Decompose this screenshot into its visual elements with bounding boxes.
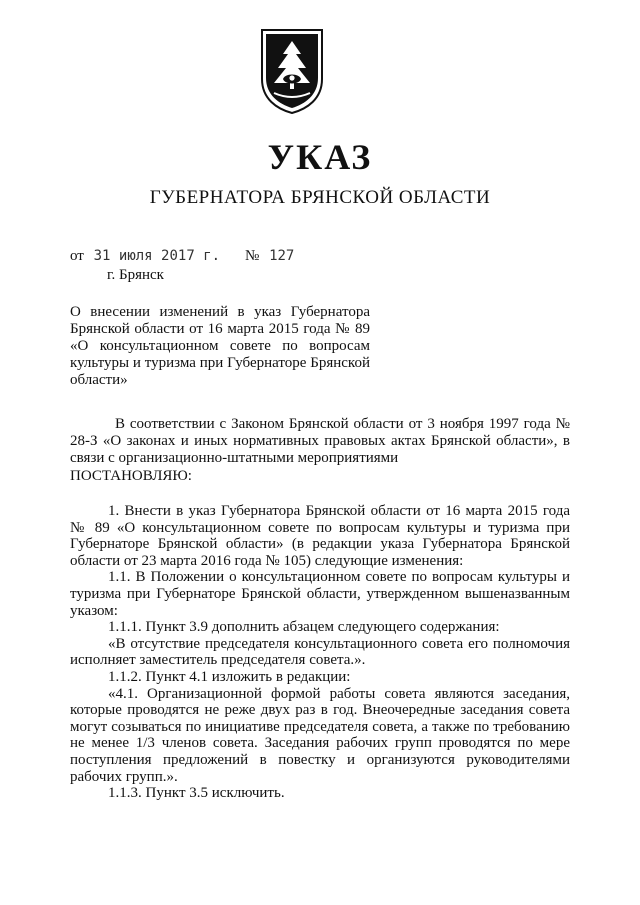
paragraph: 1.1. В Положении о консультационном совете по вопросам культуры и туризма при Губернаторе Брянской области, утвержденном вышеназванным указом: [70,569,570,619]
paragraph: «В отсутствие председателя консультационного совета его полномочия исполняет заместитель председателя совета.». [70,635,570,669]
decree-word: ПОСТАНОВЛЯЮ: [70,468,192,484]
coat-of-arms-icon [259,27,325,115]
paragraph: 1.1.3. Пункт 3.5 исключить. [108,785,285,802]
preamble: В соответствии с Законом Брянской области от 3 ноября 1997 года № 28-З «О законах и иных нормативных правовых актах Брянской области», в связи с организационно-штатными мероприятиями [70,416,570,466]
paragraph: 1.1.1. Пункт 3.9 дополнить абзацем следующего содержания: [108,619,500,636]
decree-number: 127 [269,248,295,264]
number-block [245,247,294,265]
decree-subject: О внесении изменений в указ Губернатора Брянской области от 16 марта 2015 года № 89 «О консультационном совете по вопросам культуры и туризма при Губернаторе Брянской области» [70,304,370,388]
paragraph: «4.1. Организационной формой работы совета являются заседания, которые проводятся не реже двух раз в год. Внеочередные заседания совета могут созываться по инициативе председателя совета, а также по требованию не менее 1/3 членов совета. Заседания рабочих групп проводятся по мере поступления предложений в повестку и организуются руководителями рабочих групп.». [70,685,570,785]
paragraph: 1. Внести в указ Губернатора Брянской области от 16 марта 2015 года № 89 «О консультационном совете по вопросам культуры и туризма при Губернаторе Брянской области» (в редакции указа Губернатора Брянской области от 23 марта 2016 года № 105) следующие изменения: [70,503,570,569]
date-prefix: от [70,248,84,264]
city: г. Брянск [107,267,164,283]
issuing-authority: ГУБЕРНАТОРА БРЯНСКОЙ ОБЛАСТИ [149,187,491,208]
decree-body [70,503,570,802]
decree-date: 31 июля 2017 г. [93,248,221,264]
date-number-line [70,247,295,265]
document-title: УКАЗ [267,137,373,177]
number-sign: № [245,248,260,264]
paragraph: 1.1.2. Пункт 4.1 изложить в редакции: [108,668,351,685]
